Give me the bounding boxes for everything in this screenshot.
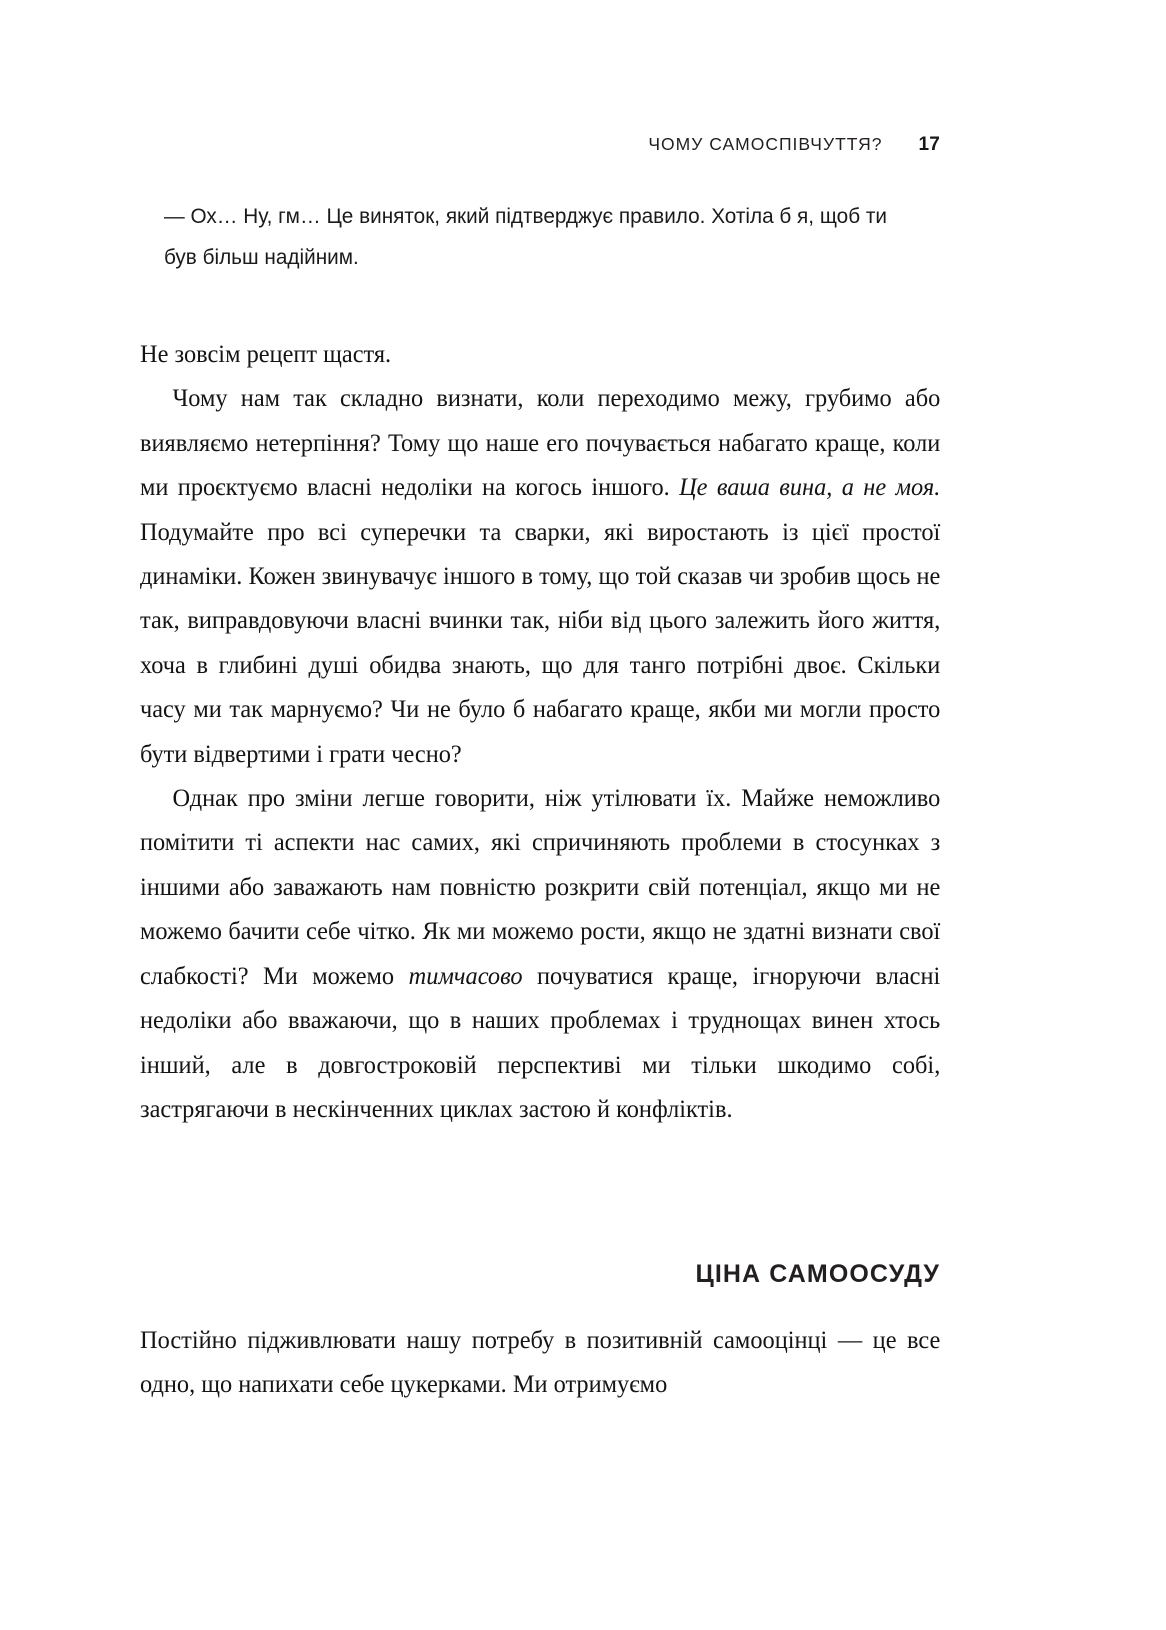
paragraph-self-esteem-candy: Постійно підживлювати нашу потребу в позитивній самооцінці — це все одно, що напихати себе цукерками. Ми отримуємо xyxy=(140,1325,941,1399)
paragraph-recipe-for-happiness: Не зовсім рецепт щастя. xyxy=(140,339,392,368)
paragraph-change-is-hard xyxy=(140,776,940,1131)
dialogue-line: — Ох… Ну, гм… Це виняток, який підтверджує правило. Хотіла б я, щоб ти був більш надійним. xyxy=(164,204,887,269)
page-number: 17 xyxy=(918,134,940,155)
running-head xyxy=(140,134,940,156)
section-heading-price-of-self-judgment: ЦІНА САМООСУДУ xyxy=(695,1259,940,1288)
section-body-text xyxy=(140,1318,940,1407)
paragraph-ego-projection xyxy=(140,376,940,776)
paragraph-change-is-hard-part-1: Однак про зміни легше говорити, ніж утілювати їх. Майже неможливо помітити ті аспекти нас самих, які спричиняють проблеми в стосунках з іншими або заважають нам повністю розкрити свій потенціал, якщо ми не можемо бачити себе чітко. Як ми можемо рости, якщо не здатні визнати свої слабкості? Ми можемо xyxy=(140,783,941,990)
running-head-chapter-title: ЧОМУ САМОСПІВЧУТТЯ? xyxy=(648,134,883,154)
paragraph-change-is-hard-part-2: почуватися краще, ігноруючи власні недоліки або вважаючи, що в наших проблемах і труднощах винен хтось інший, але в довгостроковій перспективі ми тільки шкодимо собі, застрягаючи в нескінченних циклах застою й конфліктів. xyxy=(140,960,941,1123)
paragraph-ego-projection-part-2: Подумайте про всі суперечки та сварки, які виростають із цієї простої динаміки. Кожен звинувачує іншого в тому, що той сказав чи зробив щось не так, виправдовуючи власні вчинки так, ніби від цього залежить його життя, хоча в глибині душі обидва знають, що для танго потрібні двоє. Скільки часу ми так марнуємо? Чи не було б набагато краще, якби ми могли просто бути відвертими і грати чесно? xyxy=(140,516,941,768)
emphasis-temporarily: тимчасово xyxy=(408,960,523,990)
body-text xyxy=(140,332,940,1131)
emphasis-your-fault-not-mine: Це ваша вина, а не моя. xyxy=(679,472,941,502)
paragraph-ego-projection-part-1: Чому нам так складно визнати, коли переходимо межу, грубимо або виявляємо нетерпіння? Тому що наше его почувається набагато краще, коли ми проєктуємо власні недоліки на когось іншого. xyxy=(140,383,941,502)
text-column xyxy=(140,196,940,1131)
